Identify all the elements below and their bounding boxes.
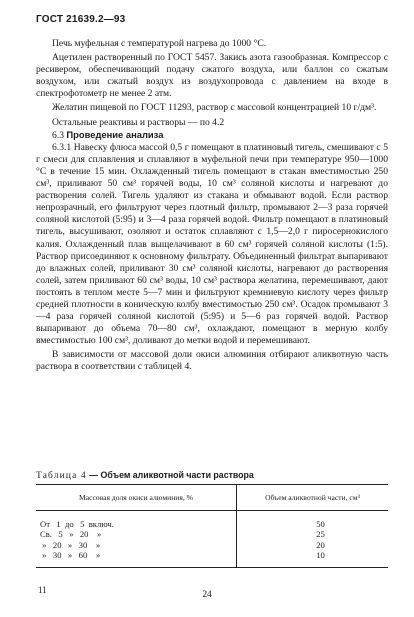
table-row (36, 540, 388, 550)
table-header-volume: Объем аликвотной части, см³ (237, 485, 389, 511)
paragraph-aliquot: В зависимости от массовой доли окиси алюминия отбирают аликвотную часть раствора в соответствии с таблицей 4. (36, 349, 388, 373)
page-number: 24 (202, 590, 212, 600)
paragraph-acetylene: Ацетилен растворенный по ГОСТ 5457. Закись азота газообразная. Компрессор с ресивером, обеспечивающий подачу сжатого воздуха, или баллон со сжатым воздухом, или сжатый воздух из воздухопровода с давлением на входе в спектрофотометр не менее 2 атм. (36, 52, 388, 100)
table-row (36, 550, 388, 567)
section-number: 6.3 (52, 129, 64, 141)
table-cell-volume: 50 (316, 519, 325, 529)
table-cell-range: Св. 5 » 20 » (40, 529, 102, 540)
table-row (36, 529, 388, 539)
document-header: ГОСТ 21639.2—93 (36, 14, 126, 25)
table-cell-range: От 1 до 5 включ. (40, 519, 114, 529)
table-row (36, 511, 388, 530)
paragraph-furnace: Печь муфельная с температурой нагрева до 1000 °С. (52, 38, 267, 49)
section-heading (36, 129, 388, 142)
paragraph-gelatin: Желатин пищевой по ГОСТ 11293, раствор с массовой концентрацией 10 г/дм³. (52, 102, 377, 114)
table-cell-range: » 20 » 30 » (40, 539, 101, 550)
table-cell-range: » 30 » 60 » (40, 550, 101, 561)
table-header-row (36, 485, 388, 511)
section-title: Проведение анализа (66, 128, 164, 140)
table-header-mass-fraction: Массовая доля окиси алюминия, % (36, 485, 237, 511)
corner-mark: 11 (38, 585, 47, 595)
document-body (36, 38, 388, 374)
aliquot-volume-table (36, 484, 388, 568)
table-caption-title: — Объем аликвотной части раствора (89, 470, 254, 480)
paragraph-procedure: 6.3.1 Навеску флюса массой 0,5 г помещают в платиновый тигель, смешивают с 5 г смеси для сплавления и сплавляют в муфельной печи при температуре 950—1000 °С в течение 15 мин. Охлажденный тигель помещают в стакан вместимостью 250 см³, приливают 50 см³ горячей воды, 10 см³ соляной кислоты и нагревают до растворения солей. Тигель удаляют из стакана и обмывают водой. Если раствор непрозрачный, его фильтруют через плотный фильтр, промывают 2—3 раза горячей соляной кислотой (5:95) и 3—4 раза горячей водой. Фильтр помещают в платиновый тигель, высушивают, озоляют и остаток сплавляют с 1,5—2,0 г пиросернокислого калия. Охлажденный плав выщелачивают в 60 см³ горячей соляной кислоты (1:5). Раствор присоединяют к основному фильтрату. Объединенный фильтрат выпаривают до влажных солей, приливают 30 см³ соляной кислоты, нагревают до растворения солей, затем приливают 60 см³ воды, 10 см³ раствора желатина, перемешивают, дают постоять в теплом месте 5—7 мин и фильтруют кремниевую кислоту через фильтр средней плотности в коническую колбу вместимостью 250 см³. Осадок промывают 3—4 раза горячей соляной кислотой (5:95) и 5—6 раз горячей водой. Раствор выпаривают до объема 70—80 см³, охлаждают, помещают в мерную колбу вместимостью 100 см³, доливают до метки водой и перемешивают. (36, 141, 388, 347)
table-cell-volume: 10 (237, 550, 389, 567)
paragraph-reagents: Остальные реактивы и растворы — по 4.2 (52, 116, 225, 128)
table-caption-label: Таблица 4 (36, 471, 87, 481)
table-caption (36, 470, 254, 481)
table-cell-volume: 20 (316, 539, 325, 550)
table-cell-volume: 25 (316, 529, 325, 540)
